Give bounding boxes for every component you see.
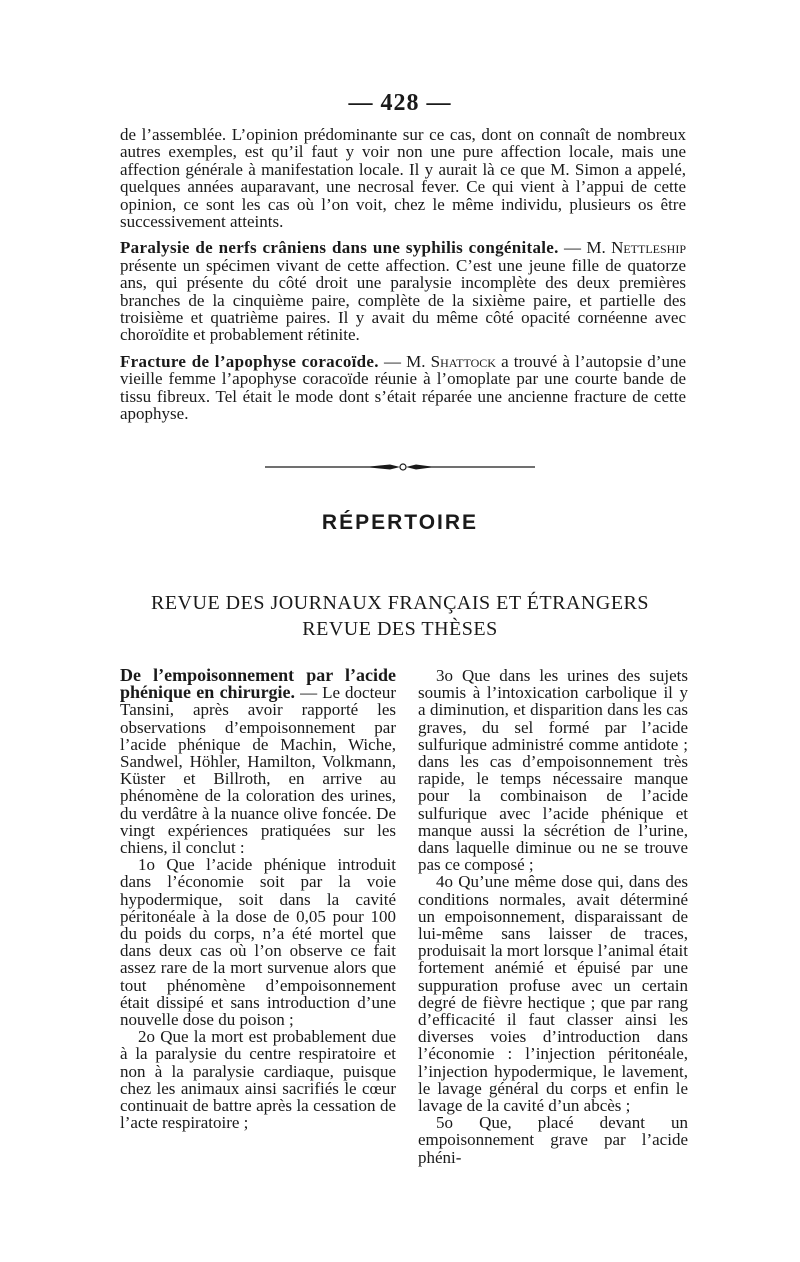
rubric-paralysis: Paralysie de nerfs crâniens dans une syphilis congénitale. <box>120 238 559 258</box>
right-column <box>418 667 688 1166</box>
fracture-text: a trouvé à l’autopsie d’une vieille femme l’apophyse coracoïde réunie à l’omoplate par une courte bande de tissu fibreux. Tel était le mode dont s’était réparée une ancienne fracture de cette apophyse. <box>120 351 687 424</box>
page-number: — 428 — <box>348 90 452 116</box>
article-title: De l’empoisonnement par l’acide phénique en chirurgie. <box>120 665 396 703</box>
paralysis-text: présente un spécimen vivant de cette affection. C’est une jeune fille de quatorze ans, qui présente du côté droit une paralysie incomplète des deux premières branches de la cinquième paire, complète de la sixième paire, et partielle des troisième et quatrième paires. Il y avait du même côté opacité cornéenne avec choroïdite et probablement rétinite. <box>120 255 686 345</box>
dash: — M. <box>558 238 612 258</box>
top-text-block <box>120 126 686 423</box>
rubric-fracture: Fracture de l’apophyse coracoïde. <box>120 351 379 371</box>
left-column <box>120 667 396 1131</box>
author-nettleship: Nettleship <box>611 238 686 258</box>
section-subheading-theses: REVUE DES THÈSES <box>302 618 498 640</box>
section-heading: RÉPERTOIRE <box>321 511 479 534</box>
article-intro <box>120 667 396 856</box>
section-subheading: REVUE DES JOURNAUX FRANÇAIS ET ÉTRANGERS <box>151 592 649 614</box>
paragraph-assembly: de l’assemblée. L’opinion prédominante sur ce cas, dont on connaît de nombreux autres exemples, est qu’il faut y voir non une pure affection locale, mais une affection générale à manifestation locale. Il y aurait là ce que M. Simon a appelé, quelques années auparavant, une necrosal fever. Ce qui vient à l’appui de cette opinion, ce sont les cas où l’on voit, chez le même individu, plusieurs os être successivement atteints. <box>120 125 686 232</box>
ornamental-divider <box>265 462 535 472</box>
conclusion-3: 3o Que dans les urines des sujets soumis à l’intoxication carbolique il y a diminution, et disparition dans les cas graves, du sel formé par l’acide sulfurique administré comme antidote ; dans les cas d’empoisonnement très rapide, le temps nécessaire manque pour la combinaison de l’acide sulfurique avec l’acide phénique et manque aussi la sécrétion de l’urine, dans laquelle diminue ou ne se trouve pas ce composé ; <box>418 666 688 875</box>
paragraph-fracture <box>120 353 686 423</box>
author-shattock: Shattock <box>430 351 496 371</box>
conclusion-1: 1o Que l’acide phénique introduit dans l’économie soit par la voie hypodermique, soit dans la cavité péritonéale à la dose de 0,05 pour 100 du poids du corps, n’a été mortel que dans deux cas où l’on observe ce fait assez rare de la mort survenue alors que tout phénomène d’empoisonnement était dissipé et sans introduction d’une nouvelle dose du poison ; <box>120 855 396 1030</box>
conclusion-5: 5o Que, placé devant un empoisonnement grave par l’acide phéni- <box>418 1113 688 1167</box>
article-intro-text: — Le docteur Tansini, après avoir rapporté les observations d’empoisonnement par l’acide phénique de Machin, Wiche, Sandwel, Höhler, Hamilton, Volkmann, Küster et Billroth, en arrive au phénomène de la coloration des urines, du verdâtre à la nuance olive foncée. De vingt expériences pratiquées sur les chiens, il conclut : <box>120 683 396 858</box>
paragraph-paralysis <box>120 239 686 343</box>
dash: — M. <box>378 351 431 371</box>
conclusion-2: 2o Que la mort est probablement due à la paralysie du centre respiratoire et non à la paralysie cardiaque, puisque chez les animaux ainsi sacrifiés le cœur continuait de battre après la cessation de l’acte respiratoire ; <box>120 1027 396 1133</box>
conclusion-4: 4o Qu’une même dose qui, dans des conditions normales, avait déterminé un empoisonnement, disparaissant de lui-même sans laisser de traces, produisait la mort lorsque l’animal était fortement anémié et épuisé par une suppuration profuse avec un certain degré de fièvre hectique ; que par rang d’efficacité il faut classer ainsi les diverses voies d’introduction dans l’économie : l’injection péritonéale, l’injection hypodermique, le lavement, le lavage général du corps et enfin le lavage de la cavité d’un abcès ; <box>418 872 688 1116</box>
